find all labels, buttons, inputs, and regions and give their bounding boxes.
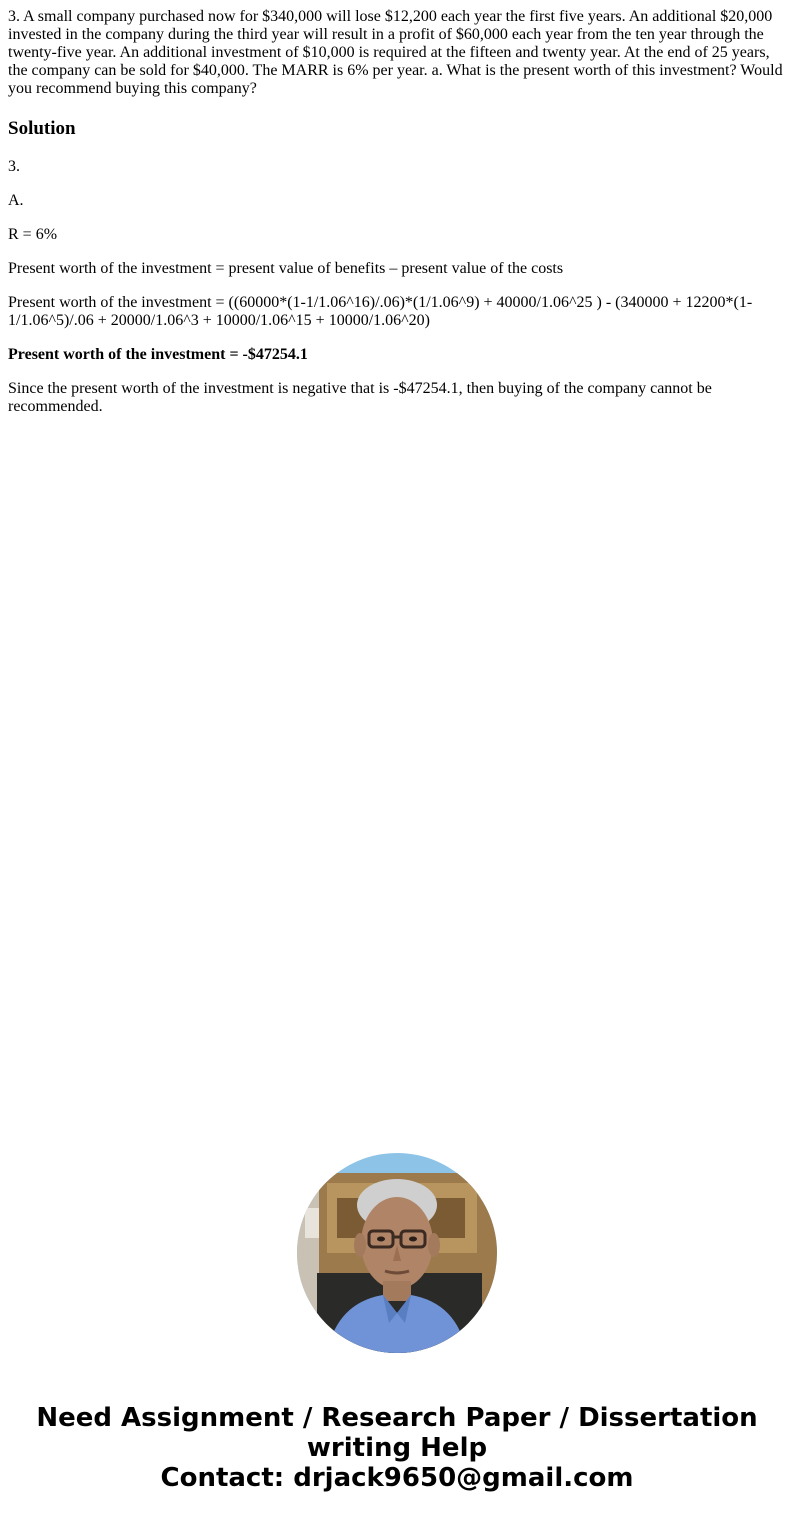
rate-line: R = 6% — [8, 226, 58, 243]
solution-heading: Solution — [8, 118, 76, 139]
question-text: 3. A small company purchased now for $340,000 will lose $12,200 each year the first five years. An additional $20,000 invested in the company during the third year will result in a profit of $60,000 each year from the ten year through the twenty-five year. An additional investment of $10,000 is required at the fifteen and twenty year. At the end of 25 years, the company can be sold for $40,000. The MARR is 6% per year. a. What is the present worth of this investment? Would you recommend buying this company? — [8, 8, 783, 97]
definition-line: Present worth of the investment = present value of benefits – present value of the costs — [8, 260, 564, 277]
document-body — [8, 8, 786, 416]
tutor-portrait-graphic — [297, 1153, 497, 1353]
promo-contact: Contact: drjack9650@gmail.com — [160, 1463, 634, 1493]
promo-line-2: writing Help — [306, 1433, 488, 1463]
result-line: Present worth of the investment = -$47254.1 — [8, 346, 308, 363]
promo-line-1: Need Assignment / Research Paper / Dissertation — [36, 1403, 758, 1433]
conclusion-line: Since the present worth of the investment is negative that is -$47254.1, then buying of the company cannot be recommended. — [8, 380, 712, 415]
formula-line: Present worth of the investment = ((60000*(1-1/1.06^16)/.06)*(1/1.06^9) + 40000/1.06^25 ) - (340000 + 12200*(1-1/1.06^5)/.06 + 20000/1.06^3 + 10000/1.06^15 + 10000/1.06^20) — [8, 294, 753, 329]
promo-footer — [0, 1403, 794, 1493]
tutor-avatar — [297, 1153, 497, 1353]
solution-number: 3. — [8, 158, 20, 175]
solution-part: A. — [8, 192, 24, 209]
